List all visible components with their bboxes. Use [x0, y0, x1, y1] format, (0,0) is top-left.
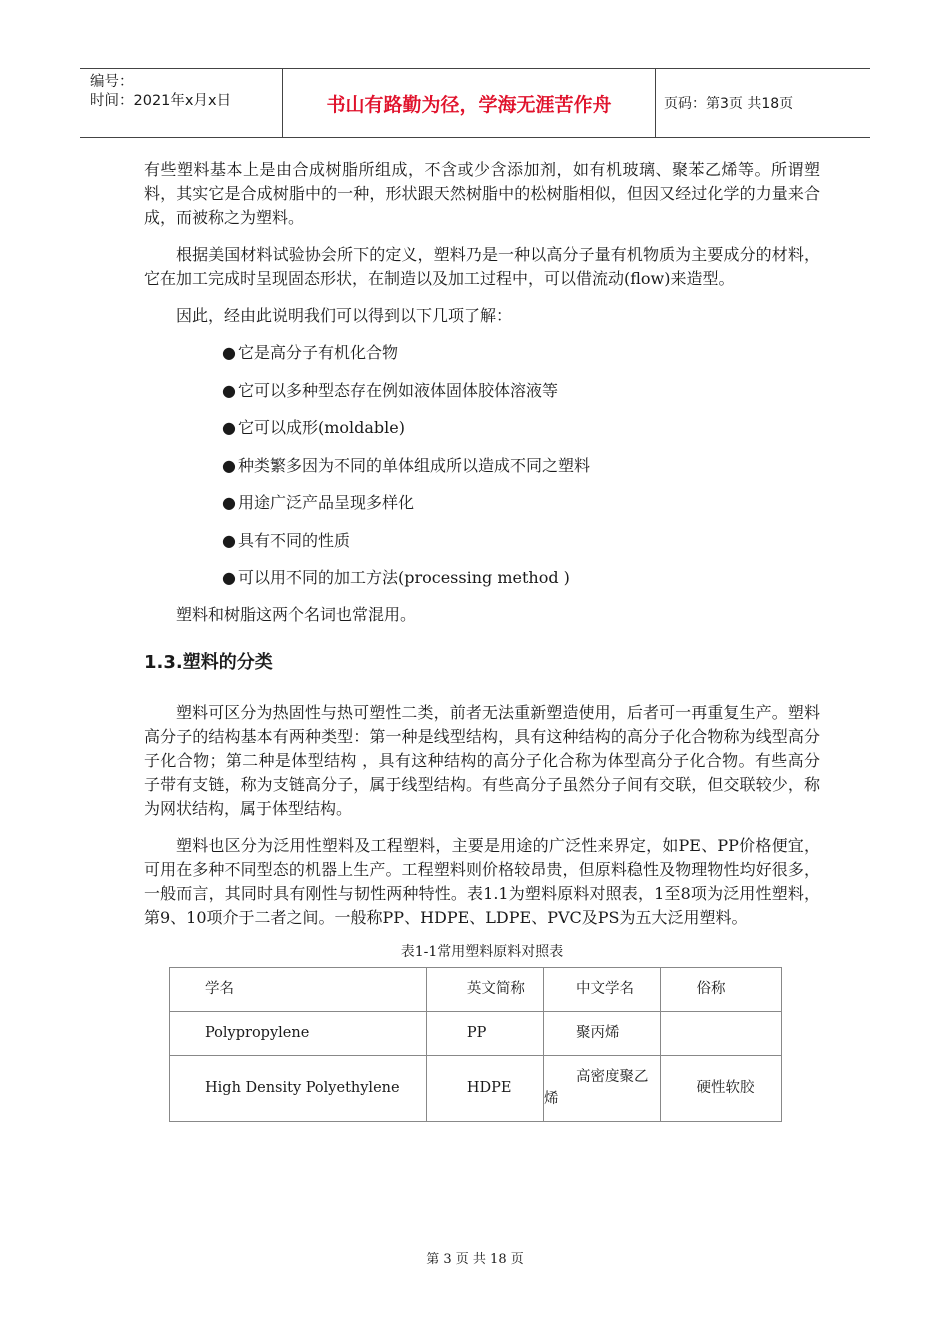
table-caption: 表1-1常用塑料原料对照表: [400, 943, 564, 960]
table-cell: 高密度聚乙烯: [543, 1055, 661, 1121]
bullet-icon: ●: [222, 455, 236, 475]
list-item: ● 它可以多种型态存在例如液体固体胶体溶液等: [222, 380, 558, 400]
table-header-row: [170, 967, 782, 1011]
table-row: [170, 1055, 782, 1121]
table-cell: HDPE: [426, 1055, 543, 1121]
bullet-icon: ●: [222, 568, 236, 587]
table-cell: 聚丙烯: [543, 1011, 661, 1055]
list-item: ● 可以用不同的加工方法(processing method ): [222, 568, 570, 587]
list-item: ● 用途广泛产品呈现多样化: [222, 493, 414, 512]
table-cell: Polypropylene: [170, 1011, 427, 1055]
bullet-icon: ●: [222, 418, 236, 437]
bullet-icon: ●: [222, 380, 236, 400]
plastics-table: [169, 967, 782, 1122]
page-footer: 第 3 页 共 18 页: [426, 1252, 524, 1267]
table-cell: [661, 1011, 782, 1055]
paragraph-1: 有些塑料基本上是由合成树脂所组成，不含或少含添加剂，如有机玻璃、聚苯乙烯等。所谓塑料，其实它是合成树脂中的一种，形状跟天然树脂中的松树脂相似，但因又经过化学的力量来合成，而被称之为塑料。: [144, 160, 820, 227]
property-list: [144, 341, 820, 590]
paragraph-4: 塑料和树脂这两个名词也常混用。: [176, 604, 417, 624]
paragraph-6: 塑料也区分为泛用性塑料及工程塑料，主要是用途的广泛性来界定，如PE、PP价格便宜，可用在多种不同型态的机器上生产。工程塑料则价格较昂贵，但原料稳性及物理物性均好很多，一般而言，其同时具有刚性与韧性两种特性。表1.1为塑料原料对照表，1至8项为泛用性塑料，第9、10项介于二者之间。一般称PP、HDPE、LDPE、PVC及PS为五大泛用塑料。: [144, 835, 820, 927]
table-cell: 硬性软胶: [661, 1055, 782, 1121]
list-item: ● 它是高分子有机化合物: [222, 343, 398, 362]
document-code-label: 编号：: [90, 74, 134, 90]
list-item: ● 种类繁多因为不同的单体组成所以造成不同之塑料: [222, 455, 590, 475]
document-date: 时间：2021年x月x日: [90, 93, 232, 109]
table-header-cell: 中文学名: [543, 967, 661, 1011]
header-meta: [80, 69, 282, 137]
bullet-icon: ●: [222, 530, 236, 550]
section-title: 1.3.塑料的分类: [144, 651, 273, 673]
list-item: ● 它可以成形(moldable): [222, 418, 405, 437]
header-page-info: 页码：第3页 共18页: [664, 96, 794, 112]
list-item: ● 具有不同的性质: [222, 530, 350, 550]
paragraph-2: 根据美国材料试验协会所下的定义，塑料乃是一种以高分子量有机物质为主要成分的材料，它在加工完成时呈现固态形状，在制造以及加工过程中，可以借流动(flow)来造型。: [144, 245, 820, 288]
table-header-cell: 英文简称: [426, 967, 543, 1011]
paragraph-3: 因此，经由此说明我们可以得到以下几项了解：: [176, 306, 513, 325]
table-header-cell: 俗称: [661, 967, 782, 1011]
header-motto: 书山有路勤为径，学海无涯苦作舟: [282, 69, 656, 137]
table-cell: High Density Polyethylene: [170, 1055, 427, 1121]
table-header-cell: 学名: [170, 967, 427, 1011]
paragraph-5: 塑料可区分为热固性与热可塑性二类，前者无法重新塑造使用，后者可一再重复生产。塑料高分子的结构基本有两种类型：第一种是线型结构，具有这种结构的高分子化合物称为线型高分子化合物；第二种是体型结构 ，具有这种结构的高分子化合称为体型高分子化合物。有些高分子带有支链，称为支链高分子，属于线型结构。有些高分子虽然分子间有交联，但交联较少，称为网状结构，属于体型结构。: [144, 702, 820, 818]
table-cell: PP: [426, 1011, 543, 1055]
page-header: [80, 68, 870, 138]
document-body: [144, 158, 820, 1122]
table-row: [170, 1011, 782, 1055]
bullet-icon: ●: [222, 343, 236, 362]
bullet-icon: ●: [222, 493, 236, 512]
